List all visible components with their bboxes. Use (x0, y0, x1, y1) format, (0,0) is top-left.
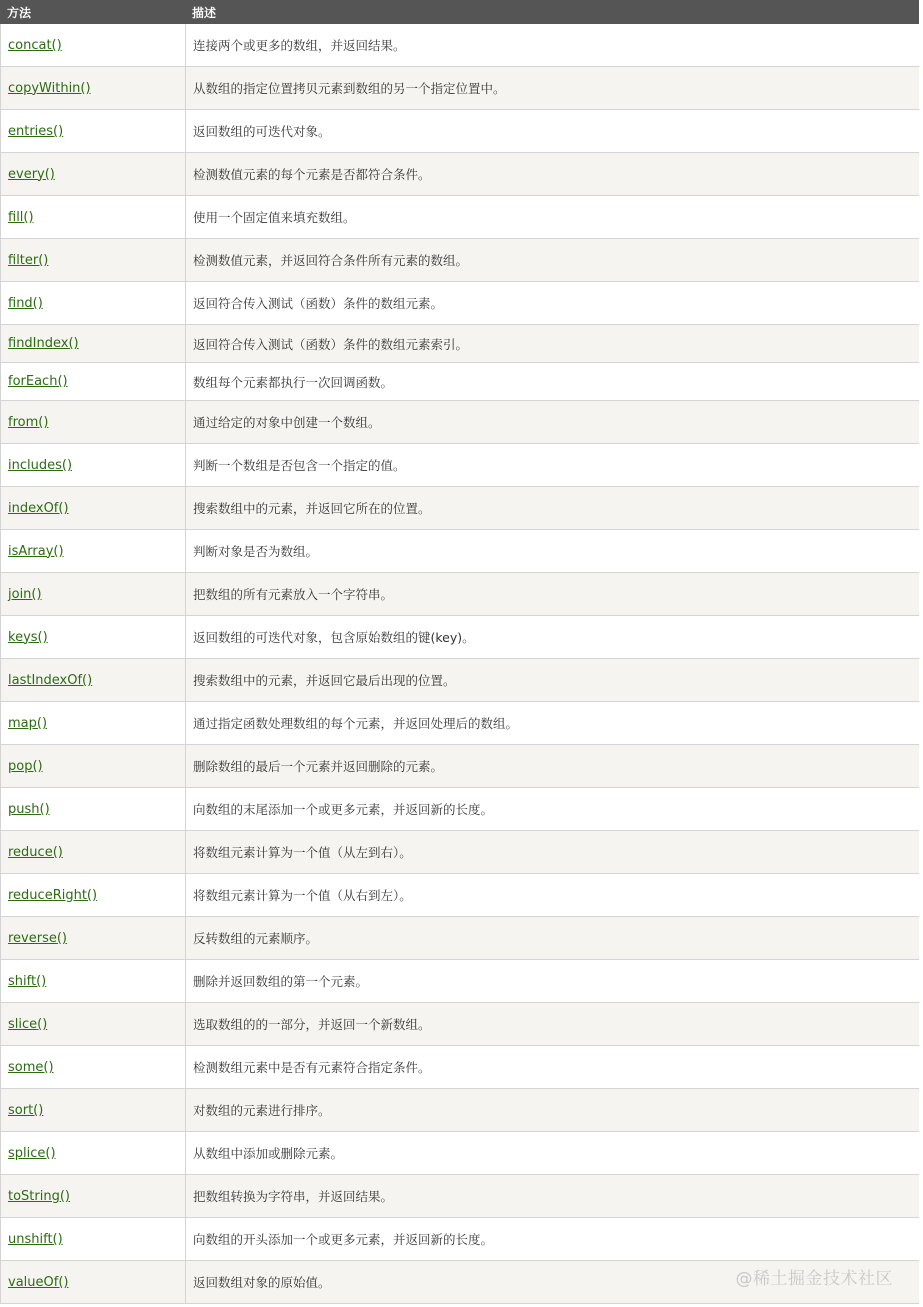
description-cell (186, 1003, 920, 1046)
method-cell (1, 573, 186, 616)
table-row (1, 67, 920, 110)
method-link[interactable]: slice() (8, 1016, 48, 1032)
method-link[interactable]: toString() (8, 1188, 70, 1204)
method-description: 从数组的指定位置拷贝元素到数组的另一个指定位置中。 (193, 81, 506, 96)
table-row (1, 530, 920, 573)
description-cell (186, 325, 920, 363)
description-cell (186, 1175, 920, 1218)
description-cell (186, 487, 920, 530)
description-cell (186, 1089, 920, 1132)
method-link[interactable]: findIndex() (8, 336, 79, 351)
table-row (1, 282, 920, 325)
table-row (1, 24, 920, 67)
table-body (1, 24, 920, 1304)
description-cell (186, 616, 920, 659)
description-cell (186, 1218, 920, 1261)
table-row (1, 110, 920, 153)
method-cell (1, 874, 186, 917)
description-cell (186, 153, 920, 196)
method-link[interactable]: unshift() (8, 1231, 63, 1247)
table-row (1, 196, 920, 239)
method-description: 删除数组的最后一个元素并返回删除的元素。 (193, 759, 444, 774)
method-description: 返回符合传入测试（函数）条件的数组元素。 (193, 296, 444, 311)
method-link[interactable]: filter() (8, 252, 49, 268)
table-row (1, 153, 920, 196)
method-cell (1, 239, 186, 282)
column-header-method: 方法 (1, 1, 186, 24)
method-link[interactable]: reverse() (8, 930, 68, 946)
method-description: 反转数组的元素顺序。 (193, 931, 319, 946)
method-description: 从数组中添加或删除元素。 (193, 1146, 344, 1161)
method-description: 返回数组的可迭代对象。 (193, 124, 331, 139)
table-row (1, 788, 920, 831)
description-cell (186, 831, 920, 874)
table-row (1, 659, 920, 702)
description-cell (186, 788, 920, 831)
description-cell (186, 745, 920, 788)
method-cell (1, 282, 186, 325)
description-cell (186, 702, 920, 745)
description-cell (186, 960, 920, 1003)
description-cell (186, 874, 920, 917)
description-cell (186, 1132, 920, 1175)
method-link[interactable]: reduce() (8, 844, 63, 860)
method-cell (1, 616, 186, 659)
method-link[interactable]: forEach() (8, 374, 68, 389)
method-link[interactable]: sort() (8, 1102, 44, 1118)
method-description: 判断一个数组是否包含一个指定的值。 (193, 458, 406, 473)
method-link[interactable]: from() (8, 414, 49, 430)
method-cell (1, 1046, 186, 1089)
description-cell (186, 401, 920, 444)
right-edge-strip (919, 0, 923, 1307)
description-cell (186, 67, 920, 110)
method-link[interactable]: reduceRight() (8, 887, 98, 903)
description-cell (186, 282, 920, 325)
method-description: 检测数值元素的每个元素是否都符合条件。 (193, 167, 431, 182)
table-header-row (1, 1, 920, 24)
method-cell (1, 745, 186, 788)
method-cell (1, 487, 186, 530)
table-row (1, 487, 920, 530)
method-description: 把数组的所有元素放入一个字符串。 (193, 587, 394, 602)
method-description: 返回数组的可迭代对象，包含原始数组的键(key)。 (193, 630, 475, 645)
method-description: 将数组元素计算为一个值（从右到左）。 (193, 888, 412, 903)
method-cell (1, 960, 186, 1003)
method-cell (1, 401, 186, 444)
method-cell (1, 917, 186, 960)
method-link[interactable]: keys() (8, 629, 48, 645)
description-cell (186, 659, 920, 702)
method-cell (1, 325, 186, 363)
method-cell (1, 1089, 186, 1132)
table-row (1, 1218, 920, 1261)
method-link[interactable]: shift() (8, 973, 47, 989)
description-cell (186, 530, 920, 573)
table-row (1, 401, 920, 444)
method-description: 检测数值元素，并返回符合条件所有元素的数组。 (193, 253, 469, 268)
table-row (1, 745, 920, 788)
method-description: 返回符合传入测试（函数）条件的数组元素索引。 (193, 336, 469, 352)
table-row (1, 1089, 920, 1132)
method-cell (1, 153, 186, 196)
method-link[interactable]: pop() (8, 758, 43, 774)
method-cell (1, 196, 186, 239)
method-description: 数组每个元素都执行一次回调函数。 (193, 374, 394, 390)
table-row (1, 325, 920, 363)
method-description: 返回数组对象的原始值。 (193, 1275, 331, 1290)
watermark: @稀土掘金技术社区 (735, 1269, 893, 1289)
method-cell (1, 67, 186, 110)
method-link[interactable]: push() (8, 801, 50, 817)
description-cell (186, 363, 920, 401)
method-link[interactable]: copyWithin() (8, 80, 91, 96)
method-description: 使用一个固定值来填充数组。 (193, 210, 356, 225)
method-description: 通过指定函数处理数组的每个元素，并返回处理后的数组。 (193, 716, 519, 731)
description-cell (186, 573, 920, 616)
description-cell (186, 196, 920, 239)
method-link[interactable]: every() (8, 166, 55, 182)
table-row (1, 1003, 920, 1046)
method-link[interactable]: fill() (8, 209, 34, 225)
method-link[interactable]: splice() (8, 1145, 56, 1161)
method-description: 通过给定的对象中创建一个数组。 (193, 415, 381, 430)
method-description: 向数组的开头添加一个或更多元素，并返回新的长度。 (193, 1232, 494, 1247)
table-row (1, 702, 920, 745)
method-cell (1, 1218, 186, 1261)
method-link[interactable]: map() (8, 715, 48, 731)
method-link[interactable]: join() (8, 586, 42, 602)
description-cell (186, 110, 920, 153)
description-cell (186, 444, 920, 487)
method-description: 删除并返回数组的第一个元素。 (193, 974, 369, 989)
description-cell (186, 239, 920, 282)
table-row (1, 239, 920, 282)
method-link[interactable]: isArray() (8, 543, 64, 559)
table-row (1, 444, 920, 487)
description-cell (186, 1046, 920, 1089)
method-cell (1, 363, 186, 401)
method-cell (1, 530, 186, 573)
column-header-description: 描述 (186, 1, 920, 24)
method-link[interactable]: includes() (8, 457, 73, 473)
description-cell (186, 24, 920, 67)
method-link[interactable]: lastIndexOf() (8, 672, 93, 688)
method-link[interactable]: entries() (8, 123, 64, 139)
method-cell (1, 1175, 186, 1218)
method-description: 搜索数组中的元素，并返回它最后出现的位置。 (193, 673, 456, 688)
method-cell (1, 659, 186, 702)
method-cell (1, 110, 186, 153)
table-row (1, 917, 920, 960)
method-cell (1, 1261, 186, 1304)
method-description: 判断对象是否为数组。 (193, 544, 319, 559)
method-cell (1, 24, 186, 67)
table-row (1, 616, 920, 659)
method-description: 把数组转换为字符串，并返回结果。 (193, 1189, 394, 1204)
table-row (1, 573, 920, 616)
method-link[interactable]: some() (8, 1059, 54, 1075)
description-cell (186, 917, 920, 960)
method-cell (1, 444, 186, 487)
method-link[interactable]: find() (8, 295, 43, 311)
method-cell (1, 831, 186, 874)
table-row (1, 363, 920, 401)
table-row (1, 831, 920, 874)
table-row (1, 874, 920, 917)
table-row (1, 1046, 920, 1089)
method-description: 将数组元素计算为一个值（从左到右）。 (193, 845, 412, 860)
method-cell (1, 788, 186, 831)
method-cell (1, 1132, 186, 1175)
method-description: 检测数组元素中是否有元素符合指定条件。 (193, 1060, 431, 1075)
method-description: 对数组的元素进行排序。 (193, 1103, 331, 1118)
method-link[interactable]: concat() (8, 37, 62, 53)
method-cell (1, 1003, 186, 1046)
method-link[interactable]: indexOf() (8, 500, 69, 516)
method-description: 向数组的末尾添加一个或更多元素，并返回新的长度。 (193, 802, 494, 817)
method-description: 连接两个或更多的数组，并返回结果。 (193, 38, 406, 53)
method-link[interactable]: valueOf() (8, 1274, 69, 1290)
table-row (1, 1132, 920, 1175)
method-cell (1, 702, 186, 745)
method-description: 选取数组的的一部分，并返回一个新数组。 (193, 1017, 431, 1032)
table-row (1, 1175, 920, 1218)
method-description: 搜索数组中的元素，并返回它所在的位置。 (193, 501, 431, 516)
table-row (1, 960, 920, 1003)
